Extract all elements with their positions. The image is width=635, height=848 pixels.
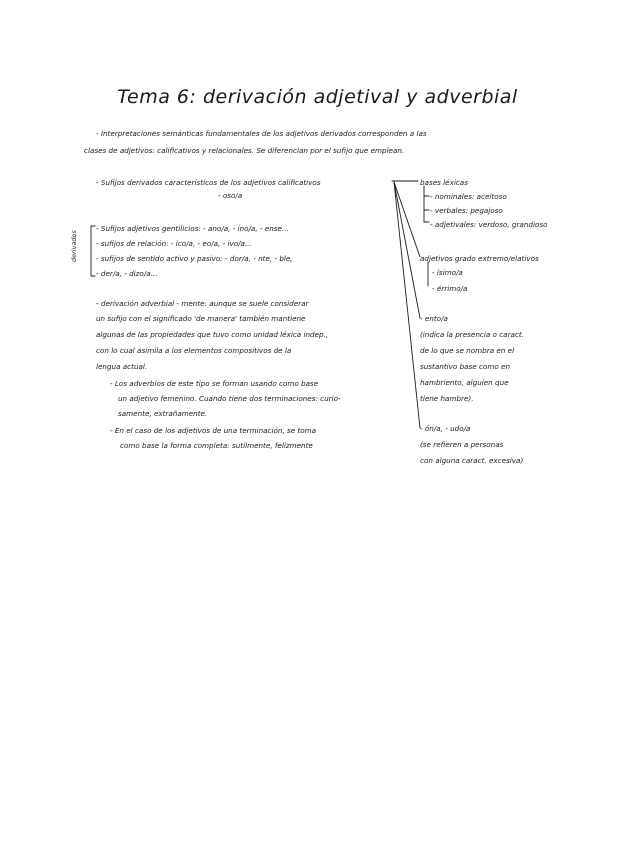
on-line-1: - ón/a, - udo/a — [420, 424, 471, 433]
ento-line-2: (indica la presencia o caract. — [420, 330, 524, 339]
ento-line-3: de lo que se nombra en el — [420, 346, 515, 355]
grado-item-1: - ísimo/a — [432, 268, 463, 277]
bases-item-1: - nominales: aceitoso — [430, 192, 507, 201]
bases-ticks — [424, 196, 429, 222]
derivados-bracket-ends — [91, 226, 95, 276]
on-line-3: con alguna caract. excesiva) — [420, 456, 524, 465]
ento-line-1: - ento/a — [420, 314, 448, 323]
bases-item-2: - verbales: pegajoso — [430, 206, 503, 215]
grado-heading: adjetivos grado extremo/elativos — [420, 254, 539, 263]
sufijos-item-3: - sufijos de sentido activo y pasivo: - dor/a, - nte, - ble, — [96, 254, 293, 263]
ento-line-5: hambriento, alguien que — [420, 378, 509, 387]
adverbial-sub1-line-1: - Los adverbios de este tipo se forman usando como base — [110, 379, 319, 388]
calificativos-line-1: - Sufijos derivados característicos de los adjetivos calificativos — [96, 178, 321, 187]
adverbial-line-4: con lo cual asimila a los elementos compositivos de la — [96, 346, 292, 355]
bases-item-3: - adjetivales: verdoso, grandioso — [430, 220, 548, 229]
adverbial-line-3: algunas de las propiedades que tuvo como unidad léxica indep., — [96, 330, 329, 339]
ento-line-4: sustantivo base como en — [420, 362, 511, 371]
adverbial-line-5: lengua actual. — [96, 362, 148, 371]
arrow-to-ento — [394, 182, 420, 318]
sufijos-item-2: - sufijos de relación: - ico/a, - eo/a, - ivo/a... — [96, 239, 252, 248]
adverbial-sub1-line-2: un adjetivo femenino. Cuando tiene dos terminaciones: curio- — [118, 394, 341, 403]
adverbial-line-1: - derivación adverbial - mente: aunque se suele considerar — [96, 299, 309, 308]
adverbial-sub2-line-2: como base la forma completa: sutilmente, felizmente — [120, 441, 313, 450]
adverbial-sub2-line-1: - En el caso de los adjetivos de una terminación, se toma — [110, 426, 317, 435]
page-title: Tema 6: derivación adjetival y adverbial — [117, 86, 518, 108]
bases-heading: bases léxicas — [420, 178, 468, 187]
adverbial-sub1-line-3: samente, extrañamente. — [118, 409, 208, 418]
grado-item-2: - érrimo/a — [432, 284, 468, 293]
derivados-label: derivados — [70, 230, 78, 262]
calificativos-line-2: - oso/a — [218, 191, 243, 200]
on-line-2: (se refieren a personas — [420, 440, 504, 449]
intro-line-2: clases de adjetivos: calificativos y relacionales. Se diferencian por el sufijo que emplean. — [84, 146, 405, 155]
intro-line-1: - Interpretaciones semánticas fundamentales de los adjetivos derivados corresponden a las — [96, 129, 427, 138]
sufijos-item-1: - Sufijos adjetivos gentilicios: - ano/a, - ino/a, - ense... — [96, 224, 289, 233]
ento-line-6: tiene hambre). — [420, 394, 474, 403]
adverbial-line-2: un sufijo con el significado 'de manera' también mantiene — [96, 314, 306, 323]
sufijos-item-4: - der/a, - dizo/a... — [96, 269, 158, 278]
